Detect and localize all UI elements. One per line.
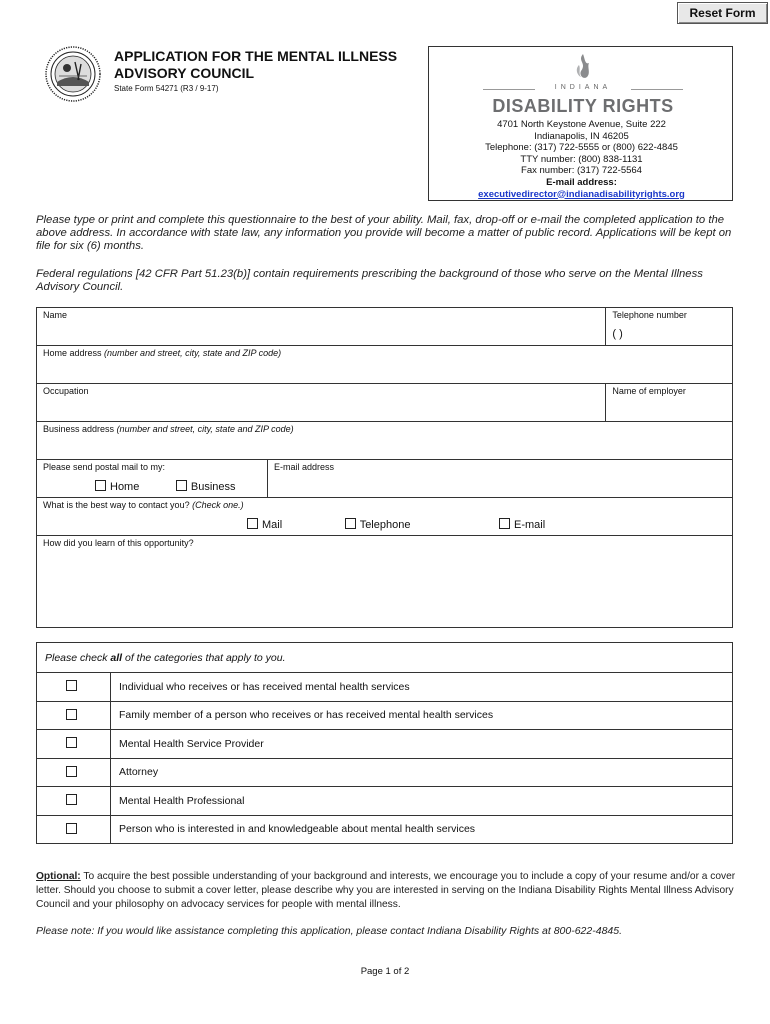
learn-opportunity-label: How did you learn of this opportunity? — [43, 538, 194, 548]
form-title: APPLICATION FOR THE MENTAL ILLNESS ADVISORY COUNCIL — [114, 48, 398, 81]
contact-preference-hint: (Check one.) — [192, 500, 244, 510]
postal-mail-cell — [37, 460, 268, 498]
email-field[interactable] — [268, 460, 733, 498]
business-address-field[interactable] — [37, 422, 733, 460]
optional-label: Optional: — [36, 871, 81, 882]
category-checkbox[interactable] — [66, 737, 77, 748]
telephone-label: Telephone number — [612, 310, 687, 320]
page-number: Page 1 of 2 — [360, 966, 410, 977]
category-row — [37, 730, 733, 759]
tty-line: TTY number: (800) 838-1131 — [520, 153, 643, 165]
email-link[interactable]: executivedirector@indianadisabilityrights.org — [478, 188, 685, 200]
form-number: State Form 54271 (R3 / 9-17) — [114, 84, 219, 93]
contact-telephone-option[interactable]: Telephone — [345, 518, 411, 531]
learn-opportunity-field[interactable] — [37, 536, 733, 628]
category-row — [37, 673, 733, 702]
telephone-field[interactable] — [606, 308, 733, 346]
category-label: Mental Health Service Provider — [111, 730, 733, 759]
disability-rights-logo — [483, 53, 683, 117]
postal-business-option[interactable]: Business — [176, 480, 236, 493]
organization-box — [428, 46, 733, 201]
address-line-2: Indianapolis, IN 46205 — [534, 130, 629, 142]
employer-field[interactable] — [606, 384, 733, 422]
contact-preference-label: What is the best way to contact you? — [43, 500, 190, 510]
category-checkbox[interactable] — [66, 794, 77, 805]
contact-mail-option[interactable]: Mail — [247, 518, 282, 531]
contact-info — [429, 119, 734, 200]
category-checkbox[interactable] — [66, 680, 77, 691]
email-label: E-mail address: — [546, 176, 617, 188]
assistance-note: Please note: If you would like assistance completing this application, please contact Indiana Disability Rights at 800-622-4845. — [36, 925, 623, 937]
area-code-parens: ( ) — [612, 328, 623, 340]
contact-email-checkbox[interactable] — [499, 518, 510, 529]
employer-label: Name of employer — [612, 386, 686, 396]
business-address-hint: (number and street, city, state and ZIP code) — [116, 424, 294, 434]
reset-form-button[interactable]: Reset Form — [677, 2, 768, 24]
category-row — [37, 701, 733, 730]
logo-name-text: DISABILITY RIGHTS — [492, 96, 674, 116]
logo-state-text: INDIANA — [554, 84, 612, 91]
optional-text: To acquire the best possible understanding of your background and interests, we encourage you to include a copy of your resume and/or a cover letter. Should you choose to submit a cover letter, please describe why you are interested in serving on the Indiana Disability Rights Mental Illness Advisory Council and your philosophy on advocacy services for people with mental illness. — [36, 871, 736, 910]
business-address-label: Business address — [43, 424, 115, 434]
name-label: Name — [43, 310, 68, 320]
category-label: Mental Health Professional — [111, 787, 733, 816]
category-checkbox[interactable] — [66, 766, 77, 777]
indiana-state-seal-icon — [45, 46, 101, 102]
postal-mail-label: Please send postal mail to my: — [43, 462, 166, 472]
postal-business-checkbox[interactable] — [176, 480, 187, 491]
contact-telephone-checkbox[interactable] — [345, 518, 356, 529]
occupation-label: Occupation — [43, 386, 89, 396]
optional-paragraph — [36, 870, 736, 912]
applicant-info-table — [36, 307, 733, 628]
intro-paragraph: Please type or print and complete this questionnaire to the best of your ability. Mail, fax, drop-off or e-mail the completed application to the above address. In accordance with state law, any information you provide will become a matter of public record. Applications will be kept on file for six (6) months. — [36, 214, 732, 252]
home-address-label: Home address — [43, 348, 102, 358]
home-address-field[interactable] — [37, 346, 733, 384]
category-label: Attorney — [111, 758, 733, 787]
category-checkbox[interactable] — [66, 823, 77, 834]
category-label: Person who is interested in and knowledgeable about mental health services — [111, 815, 733, 844]
category-row — [37, 787, 733, 816]
postal-home-option[interactable]: Home — [95, 480, 139, 493]
contact-mail-checkbox[interactable] — [247, 518, 258, 529]
category-row — [37, 758, 733, 787]
contact-email-option[interactable]: E-mail — [499, 518, 545, 531]
category-label: Individual who receives or has received mental health services — [111, 673, 733, 702]
email-field-label: E-mail address — [274, 462, 335, 472]
categories-table — [36, 642, 733, 844]
flame-icon — [573, 53, 593, 81]
postal-home-checkbox[interactable] — [95, 480, 106, 491]
categories-header: Please check all of the categories that apply to you. — [37, 643, 733, 673]
home-address-hint: (number and street, city, state and ZIP code) — [104, 348, 282, 358]
occupation-field[interactable] — [37, 384, 606, 422]
category-checkbox[interactable] — [66, 709, 77, 720]
category-label: Family member of a person who receives or has received mental health services — [111, 701, 733, 730]
contact-preference-cell — [37, 498, 733, 536]
fax-line: Fax number: (317) 722-5564 — [521, 165, 642, 177]
telephone-line: Telephone: (317) 722-5555 or (800) 622-4845 — [485, 142, 678, 154]
federal-regulations-paragraph: Federal regulations [42 CFR Part 51.23(b)] contain requirements prescribing the background of those who serve on the Mental Illness Advisory Council. — [36, 268, 703, 293]
category-row — [37, 815, 733, 844]
address-line-1: 4701 North Keystone Avenue, Suite 222 — [497, 119, 666, 130]
name-field[interactable] — [37, 308, 606, 346]
